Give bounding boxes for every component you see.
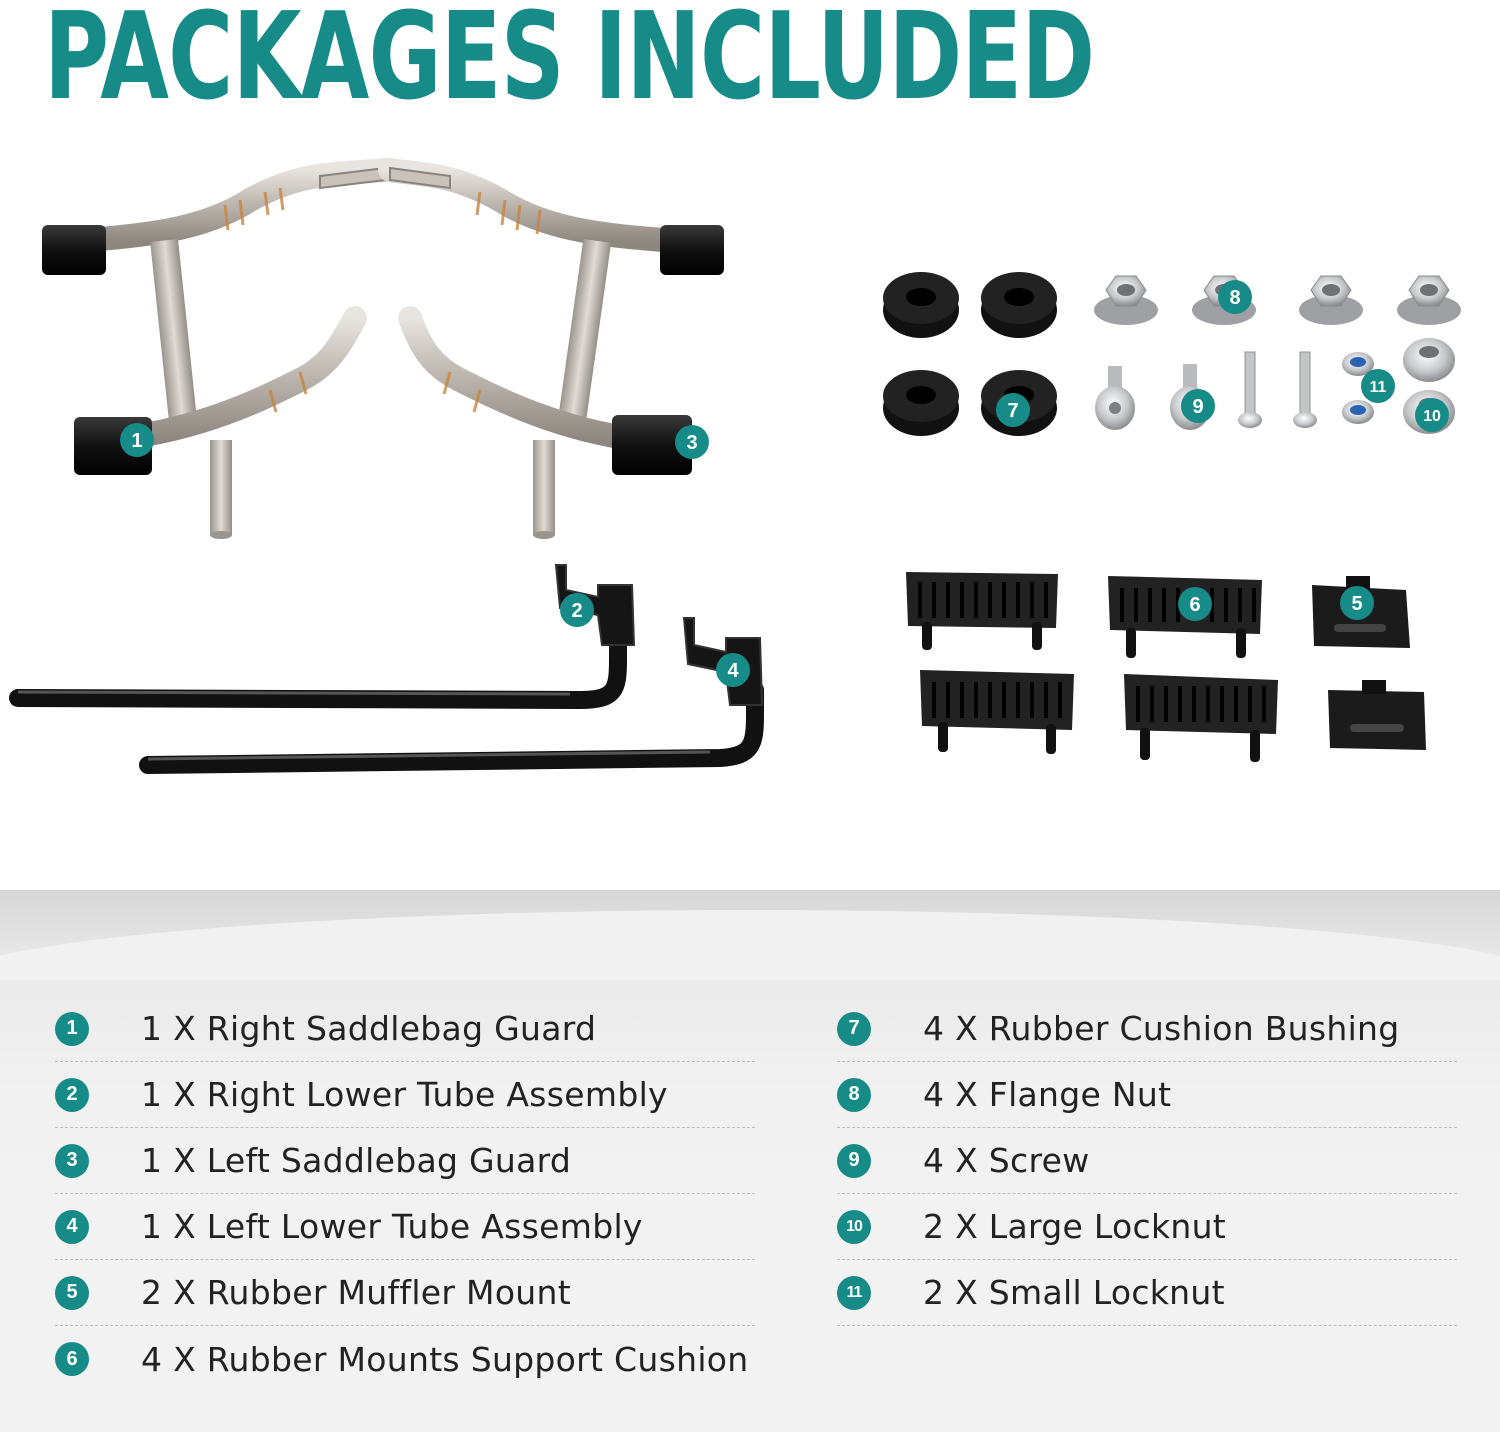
parts-illustration <box>0 130 1500 890</box>
callout-4 <box>716 653 750 687</box>
callout-3 <box>675 425 709 459</box>
item-label: 1 X Left Saddlebag Guard <box>141 1141 572 1180</box>
callout-3-label: 3 <box>686 432 698 454</box>
list-item <box>55 1062 755 1128</box>
rubber-cushion-bushings <box>883 272 1057 436</box>
item-number-badge: 5 <box>55 1276 89 1310</box>
item-number-badge: 8 <box>837 1078 871 1112</box>
item-number-badge: 10 <box>837 1210 871 1244</box>
rubber-mounts-support-cushions <box>906 572 1278 762</box>
item-label: 4 X Flange Nut <box>923 1075 1172 1114</box>
item-label: 4 X Rubber Cushion Bushing <box>923 1009 1400 1048</box>
callout-1 <box>120 423 154 457</box>
list-item <box>55 1128 755 1194</box>
flange-nuts <box>1094 276 1461 325</box>
item-label: 2 X Large Locknut <box>923 1207 1227 1246</box>
callout-2 <box>560 593 594 627</box>
list-item <box>55 1194 755 1260</box>
item-label: 1 X Right Saddlebag Guard <box>141 1009 597 1048</box>
callout-10-label: 10 <box>1423 408 1441 425</box>
item-label: 4 X Rubber Mounts Support Cushion <box>141 1339 749 1379</box>
callout-8-label: 8 <box>1229 287 1241 309</box>
item-number-badge: 11 <box>837 1276 871 1310</box>
parts-list-right-column <box>837 996 1457 1326</box>
callout-5 <box>1340 586 1374 620</box>
list-item <box>55 1326 755 1392</box>
item-number-badge: 7 <box>837 1012 871 1046</box>
item-number-badge: 1 <box>55 1012 89 1046</box>
item-label: 1 X Left Lower Tube Assembly <box>141 1207 643 1246</box>
item-number-badge: 4 <box>55 1210 89 1244</box>
left-saddlebag-guard <box>390 168 724 539</box>
item-label: 1 X Right Lower Tube Assembly <box>141 1075 668 1114</box>
callout-11-label: 11 <box>1369 379 1387 396</box>
callout-5-label: 5 <box>1351 593 1363 615</box>
callout-8 <box>1218 280 1252 314</box>
list-item <box>55 1260 755 1326</box>
callout-9 <box>1181 389 1215 423</box>
callout-9-label: 9 <box>1192 396 1204 418</box>
item-label: 2 X Rubber Muffler Mount <box>141 1273 571 1312</box>
callout-7-label: 7 <box>1007 400 1019 422</box>
callout-11 <box>1361 369 1395 403</box>
callout-6-label: 6 <box>1189 594 1201 616</box>
list-item <box>837 1260 1457 1326</box>
item-number-badge: 2 <box>55 1078 89 1112</box>
callout-7 <box>996 393 1030 427</box>
item-number-badge: 3 <box>55 1144 89 1178</box>
list-item <box>837 996 1457 1062</box>
callout-10 <box>1415 398 1449 432</box>
item-number-badge: 6 <box>55 1342 89 1376</box>
callout-6 <box>1178 587 1212 621</box>
callout-4-label: 4 <box>727 660 739 682</box>
callout-2-label: 2 <box>571 600 583 622</box>
item-number-badge: 9 <box>837 1144 871 1178</box>
list-item <box>837 1128 1457 1194</box>
callout-1-label: 1 <box>131 430 143 452</box>
item-label: 2 X Small Locknut <box>923 1273 1225 1312</box>
right-lower-tube-assembly <box>18 565 634 700</box>
list-item <box>837 1062 1457 1128</box>
page-title: PACKAGES INCLUDED <box>44 0 1095 127</box>
list-item <box>837 1194 1457 1260</box>
right-saddlebag-guard <box>42 168 385 539</box>
list-item <box>55 996 755 1062</box>
parts-list-left-column <box>55 996 755 1392</box>
item-label: 4 X Screw <box>923 1141 1090 1180</box>
